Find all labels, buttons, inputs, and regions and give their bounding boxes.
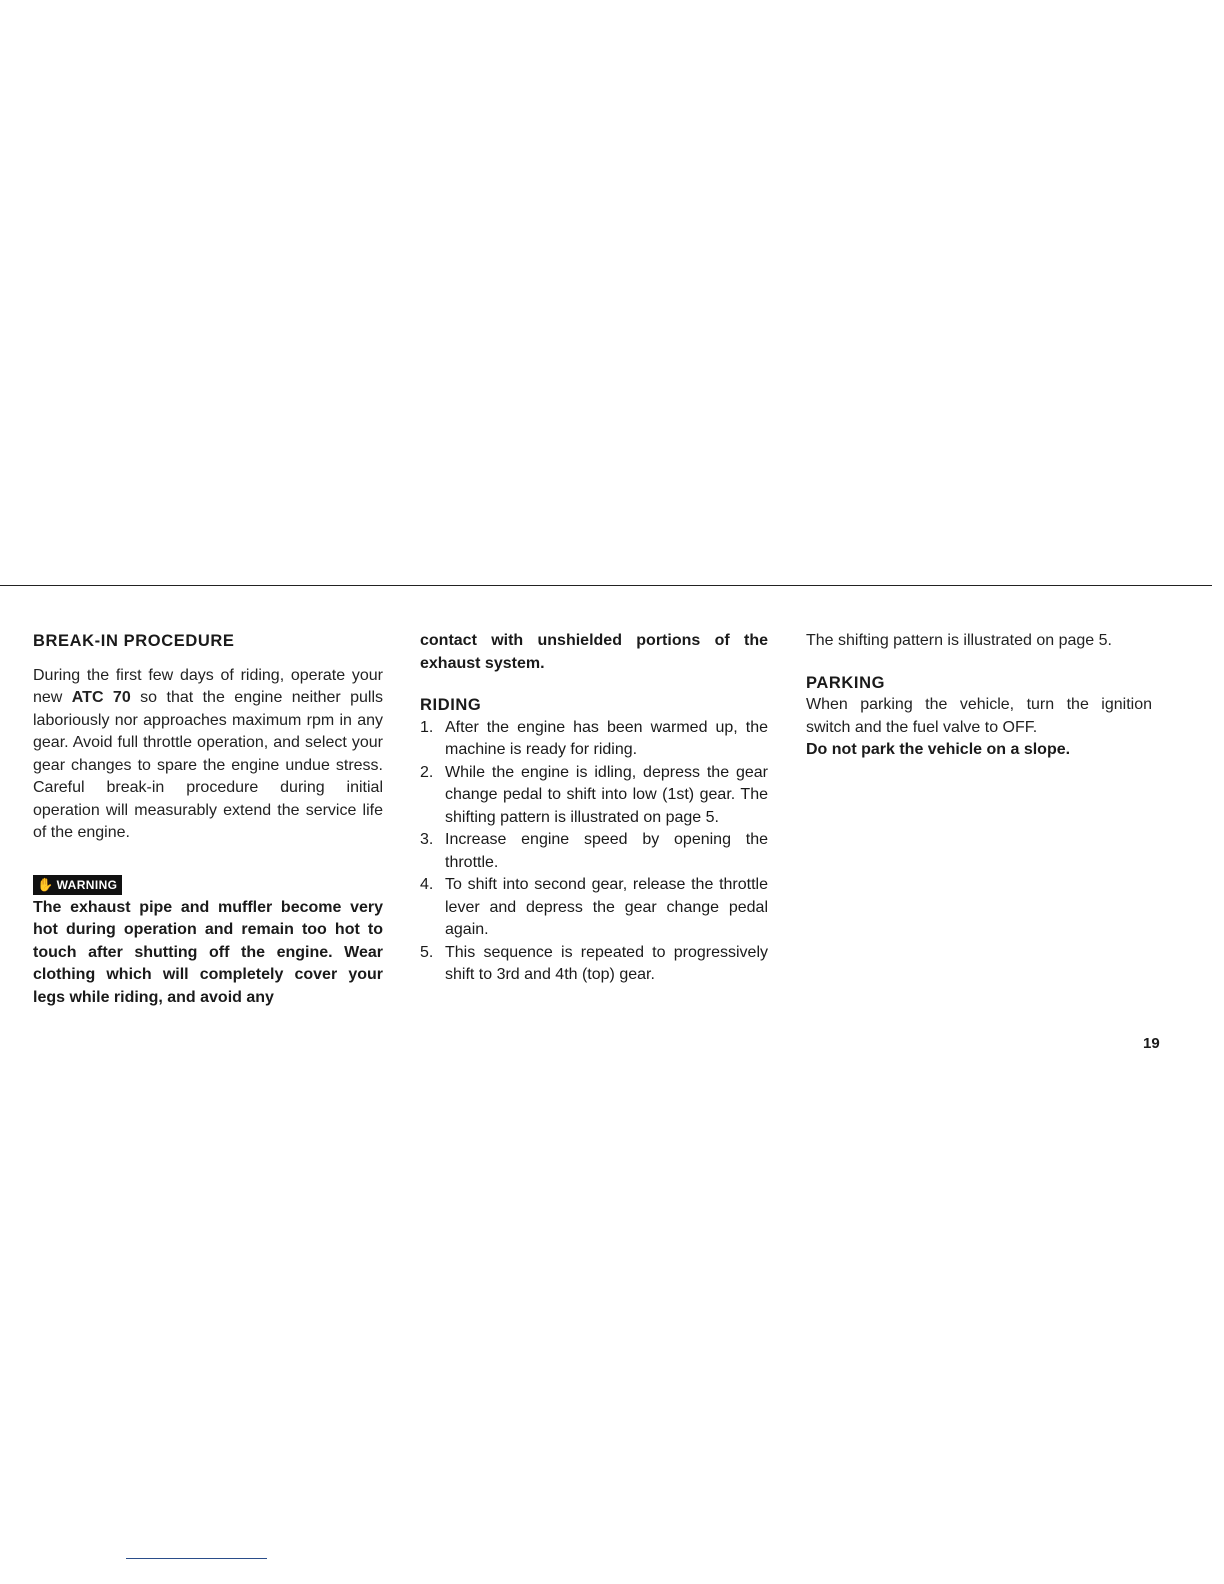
riding-steps-list (420, 717, 768, 987)
right-column (806, 630, 1152, 762)
parking-text: When parking the vehicle, turn the ignition switch and the fuel valve to OFF. (806, 696, 1152, 736)
shift-pattern-note: The shifting pattern is illustrated on page 5. (806, 632, 1112, 649)
bottom-rule (126, 1558, 267, 1559)
break-in-text-start: During the first few days of riding, operate your new (33, 666, 383, 706)
step-number: 2. (420, 763, 434, 781)
step-text: Increase engine speed by opening the throttle. (445, 831, 768, 871)
break-in-paragraph (33, 665, 383, 845)
step-text: While the engine is idling, depress the gear change pedal to shift into low (1st) gear. The shifting pattern is illustrated on page 5. (445, 763, 768, 826)
middle-column (420, 630, 768, 987)
step-text: To shift into second gear, release the throttle lever and depress the gear change pedal again. (445, 876, 768, 938)
model-name: ATC 70 (71, 689, 131, 706)
list-item (420, 762, 768, 830)
step-number: 1. (420, 718, 434, 736)
step-number: 5. (420, 943, 434, 961)
step-text: This sequence is repeated to progressively shift to 3rd and 4th (top) gear. (445, 943, 768, 983)
warning-continued-text: contact with unshielded portions of the exhaust system. (420, 632, 768, 672)
riding-heading: RIDING (420, 696, 482, 714)
parking-heading: PARKING (806, 673, 886, 692)
warning-text: The exhaust pipe and muffler become very hot during operation and remain too hot to touch after shutting off the engine. Wear clothing which will completely cover your legs while riding, and avoid any (33, 898, 383, 1006)
left-column (33, 630, 383, 1009)
list-item (420, 717, 768, 762)
break-in-heading: BREAK-IN PROCEDURE (33, 632, 235, 650)
warning-label: WARNING (56, 877, 118, 892)
break-in-text-end: so that the engine neither pulls laboriously nor approaches maximum rpm in any gear. Avoid full throttle operation, and select your gear changes to spare the engine undue stress. Careful break-in procedure during initial operation will measurably extend the service life of the engine. (33, 689, 384, 841)
step-number: 3. (420, 831, 434, 848)
list-item (420, 942, 768, 987)
warning-hand-icon: ✋ (37, 876, 54, 892)
top-divider-rule (0, 585, 1212, 586)
warning-badge (33, 875, 122, 895)
step-number: 4. (420, 876, 434, 893)
list-item (420, 829, 768, 874)
list-item (420, 874, 768, 942)
parking-warning-text: Do not park the vehicle on a slope. (806, 741, 1071, 758)
page-number: 19 (1143, 1035, 1160, 1052)
step-text: After the engine has been warmed up, the machine is ready for riding. (445, 718, 768, 758)
